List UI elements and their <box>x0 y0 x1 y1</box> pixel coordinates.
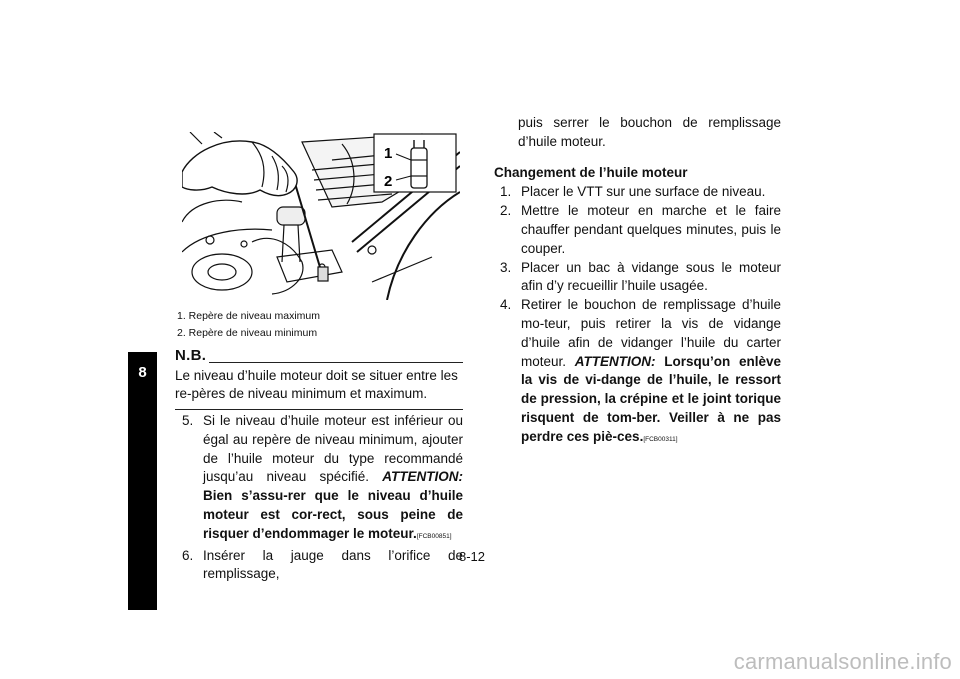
step-6 <box>182 547 463 585</box>
attention-text: Bien s’assu-rer que le niveau d’huile moteur est cor-rect, sous peine de risquer d’endommager le moteur. <box>203 488 463 541</box>
reference-code: [FCB00851] <box>416 532 452 540</box>
attention-text: Lorsqu’on enlève la vis de vi-dange de l’huile, le ressort de pression, la crépine et le joint torique risquent de tom-ber. Veiller à ne pas perdre ces piè-ces. <box>521 353 781 444</box>
step-4 <box>494 296 781 449</box>
step-3 <box>494 259 781 297</box>
engine-dipstick-illustration <box>182 132 460 300</box>
attention-label: ATTENTION: <box>382 469 463 485</box>
callout-2: 2 <box>384 173 393 190</box>
step-text: Mettre le moteur en marche et le faire chauffer pendant quelques minutes, puis le couper. <box>521 203 781 256</box>
caption-item: 2. Repère de niveau minimum <box>177 327 318 339</box>
step-number: 2. <box>500 203 512 219</box>
step-text: Si le niveau d’huile moteur est inférieur ou égal au repère de niveau minimum, ajouter de l’huile moteur du type recommandé jusqu’au niveau spécifié. <box>203 413 463 485</box>
step-text: Insérer la jauge dans l’orifice de remplissage, <box>203 547 463 582</box>
watermark-link[interactable]: carmanualsonline.info <box>733 649 952 674</box>
note-rule-bottom <box>175 409 463 410</box>
callout-1: 1 <box>384 145 393 162</box>
step-number: 4. <box>500 297 512 313</box>
step-1 <box>494 183 781 202</box>
attention-label: ATTENTION: <box>574 353 656 369</box>
reference-code: [FCB00311] <box>643 435 678 443</box>
step-6-continuation: puis serrer le bouchon de remplissage d’huile moteur. <box>518 115 781 149</box>
step-number: 6. <box>182 547 194 563</box>
note-rule-top <box>209 362 463 363</box>
note-title: N.B. <box>175 347 207 364</box>
note-box <box>175 347 463 410</box>
step-number: 1. <box>500 184 512 200</box>
chapter-tab-label: 8 <box>138 364 147 381</box>
chapter-tab <box>128 352 157 610</box>
page-number: 8-12 <box>459 549 486 564</box>
caption-item: 1. Repère de niveau maximum <box>177 310 320 322</box>
figure-captions <box>177 308 320 342</box>
step-2 <box>494 202 781 258</box>
section-heading: Changement de l’huile moteur <box>494 164 688 180</box>
step-number: 5. <box>182 413 194 428</box>
step-5 <box>182 412 463 547</box>
step-text: Placer un bac à vidange sous le moteur afin d’y recueillir l’huile usagée. <box>521 259 781 294</box>
step-text: Retirer le bouchon de remplissage d’huile mo-teur, puis retirer la vis de vidange d’huile afin de vidanger l’huile du carter moteur. <box>521 297 781 369</box>
right-column <box>494 114 781 450</box>
step-text: Placer le VTT sur une surface de niveau. <box>521 184 766 200</box>
note-text: Le niveau d’huile moteur doit se situer entre les re-pères de niveau minimum et maximum. <box>175 368 458 401</box>
step-number: 3. <box>500 259 512 275</box>
left-column <box>182 412 463 584</box>
